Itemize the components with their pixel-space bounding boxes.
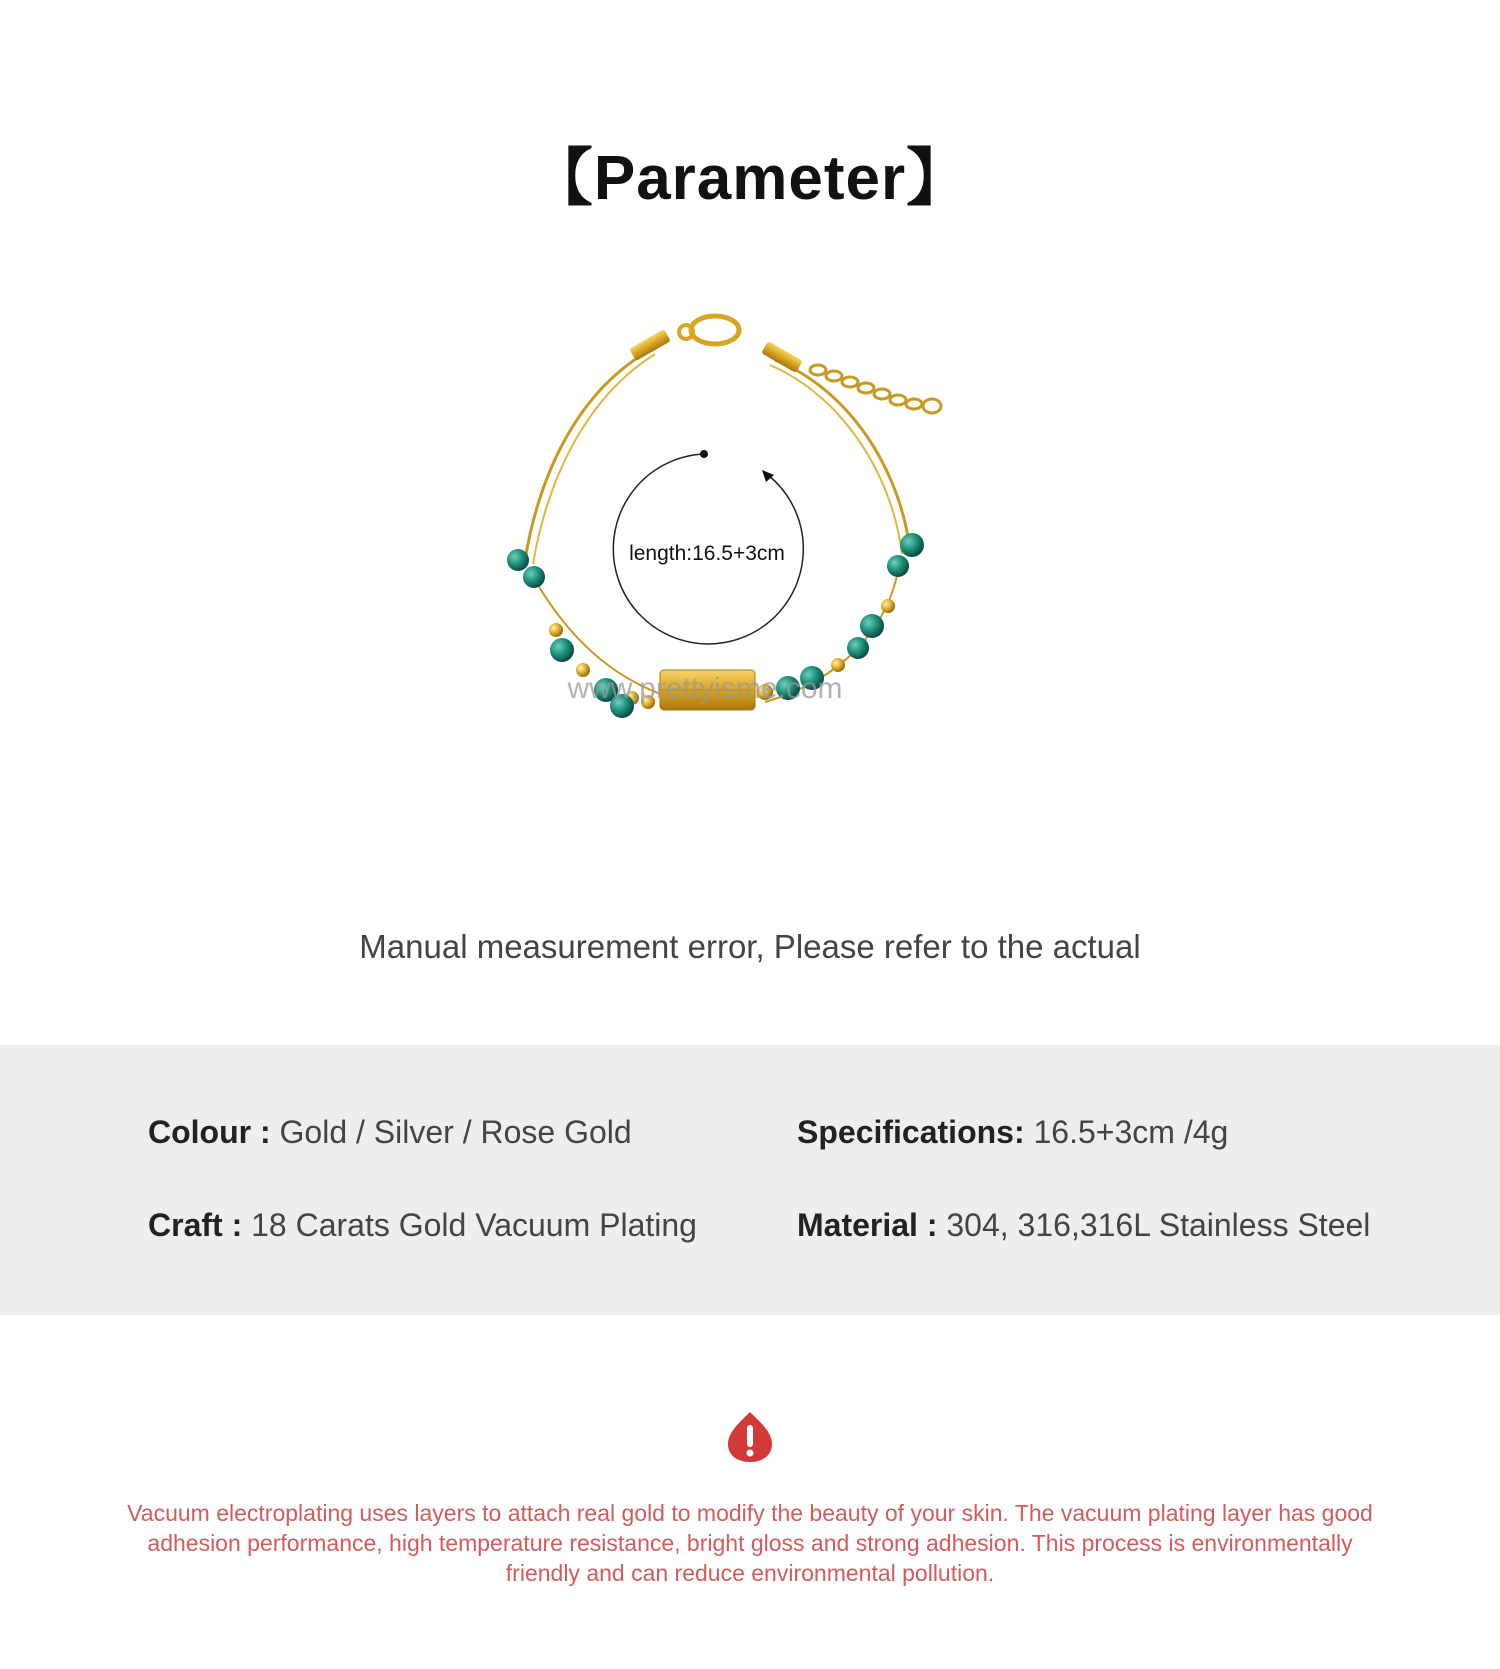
measurement-note: Manual measurement error, Please refer to the actual [359,928,1141,965]
watermark-text: www.prettyisme.com [567,672,843,705]
plating-description: Vacuum electroplating uses layers to attach real gold to modify the beauty of your skin. The vacuum plating layer has good adhesion performance, high temperature resistance, bright gloss and strong adhesion. This process is environmentally friendly and can reduce environmental pollution. [127,1500,1373,1586]
bracelet-illustration [500,310,1040,780]
spec-specifications-label: Specifications: [797,1114,1025,1150]
bracelet-product-image [500,310,1040,780]
spec-band [0,1045,1500,1315]
length-label: length:16.5+3cm [629,542,785,565]
spec-specifications [797,1114,1228,1151]
spec-craft [148,1207,697,1244]
spec-material [797,1207,1370,1244]
spec-colour [148,1114,632,1151]
spec-colour-label: Colour : [148,1114,271,1150]
exclamation-warning-icon [726,1410,774,1464]
spec-specifications-value: 16.5+3cm /4g [1033,1114,1229,1150]
page-title: 【Parameter】 [530,144,970,213]
spec-craft-label: Craft : [148,1207,243,1243]
spec-colour-value: Gold / Silver / Rose Gold [279,1114,632,1150]
spec-material-value: 304, 316,316L Stainless Steel [946,1207,1371,1243]
spec-material-label: Material : [797,1207,938,1243]
spec-craft-value: 18 Carats Gold Vacuum Plating [251,1207,697,1243]
